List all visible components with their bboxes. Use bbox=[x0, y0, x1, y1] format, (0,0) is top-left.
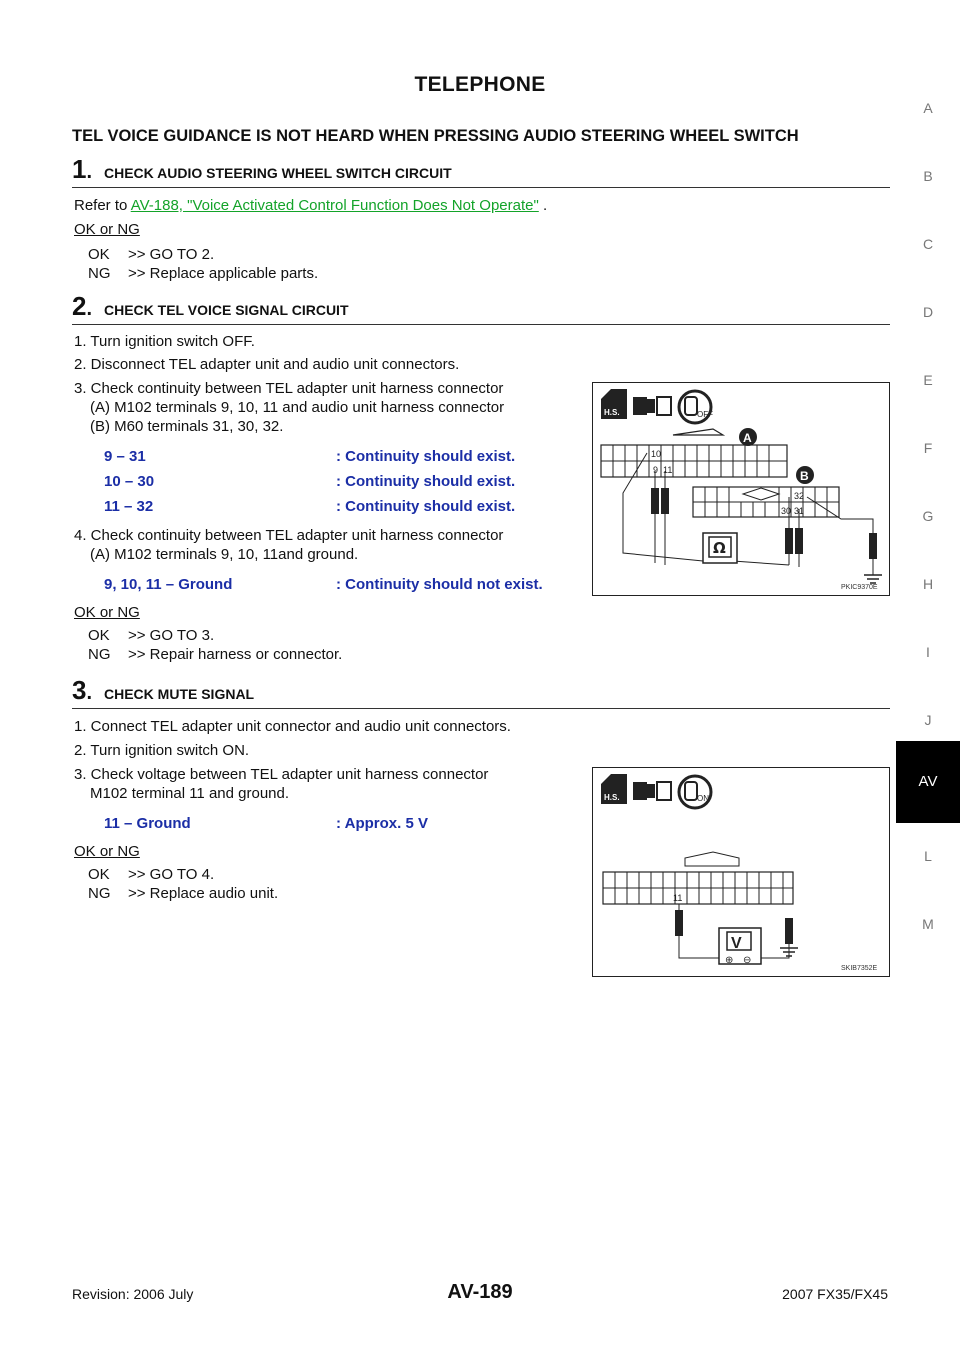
ground-symbol-icon bbox=[864, 575, 882, 583]
step-3-item-3b: M102 terminal 11 and ground. bbox=[90, 785, 290, 802]
step-3-cond-1-terminals: 11 – Ground bbox=[104, 815, 191, 832]
ignition-switch-off-icon bbox=[679, 391, 713, 423]
step-2-cond-3-terminals: 11 – 32 bbox=[104, 498, 154, 515]
harness-side-icon bbox=[601, 774, 627, 804]
step-2-item-2: 2. Disconnect TEL adapter unit and audio unit connectors. bbox=[74, 356, 460, 373]
svg-text:ON: ON bbox=[697, 794, 709, 803]
step-2-item-3c: (B) M60 terminals 31, 30, 32. bbox=[90, 418, 284, 435]
tab-m[interactable]: M bbox=[922, 916, 934, 932]
tab-b[interactable]: B bbox=[923, 168, 933, 184]
tab-f[interactable]: F bbox=[923, 440, 933, 456]
voltage-check-diagram bbox=[592, 767, 890, 977]
tab-h[interactable]: H bbox=[922, 576, 934, 592]
step-2-cond-1-spec: : Continuity should exist. bbox=[336, 448, 516, 465]
svg-text:⊖: ⊖ bbox=[743, 955, 752, 966]
connector-icon bbox=[633, 782, 671, 800]
reference-link[interactable]: AV-188, "Voice Activated Control Function Does Not Operate" bbox=[130, 197, 539, 214]
svg-text:H.S.: H.S. bbox=[604, 408, 620, 417]
step-3-item-1: 1. Connect TEL adapter unit connector and audio unit connectors. bbox=[74, 718, 511, 735]
step-1-results: OK >> GO TO 2. NG >> Replace applicable parts. bbox=[88, 246, 319, 282]
connector-a bbox=[601, 428, 787, 477]
step-3-cond-1-spec: : Approx. 5 V bbox=[336, 815, 428, 832]
step-3-results: OK >> GO TO 4. NG >> Replace audio unit. bbox=[88, 866, 279, 902]
tab-c[interactable]: C bbox=[922, 236, 934, 252]
step-3-title: CHECK MUTE SIGNAL bbox=[104, 686, 255, 702]
figure-code: PKIC9370E bbox=[841, 584, 878, 591]
step-2-item-1: 1. Turn ignition switch OFF. bbox=[74, 333, 255, 350]
step-2-okng: OK or NG bbox=[74, 604, 140, 621]
svg-text:9: 9 bbox=[653, 465, 659, 475]
svg-text:Ω: Ω bbox=[713, 539, 726, 557]
voltmeter-icon bbox=[719, 928, 761, 966]
connector-icon bbox=[633, 397, 671, 415]
step-3-okng: OK or NG bbox=[74, 843, 140, 860]
step-2-results: OK >> GO TO 3. NG >> Repair harness or connector. bbox=[88, 627, 343, 663]
step-2-item-3b: (A) M102 terminals 9, 10, 11 and audio unit harness connector bbox=[90, 399, 505, 416]
svg-text:11: 11 bbox=[663, 465, 673, 475]
step-1-okng: OK or NG bbox=[74, 221, 140, 238]
footer-revision: Revision: 2006 July bbox=[72, 1286, 194, 1302]
step-2-cond-2-terminals: 10 – 30 bbox=[104, 473, 155, 490]
tab-e[interactable]: E bbox=[923, 372, 933, 388]
svg-text:B: B bbox=[800, 469, 809, 483]
svg-text:H.S.: H.S. bbox=[604, 793, 620, 802]
footer-page-number: AV-189 bbox=[447, 1281, 513, 1303]
tab-d[interactable]: D bbox=[922, 304, 934, 320]
step-3-header bbox=[72, 675, 890, 709]
svg-text:OFF: OFF bbox=[697, 410, 713, 419]
step-2-item-4a: 4. Check continuity between TEL adapter unit harness connector bbox=[74, 527, 504, 544]
step-2-cond-4-spec: : Continuity should not exist. bbox=[336, 576, 543, 593]
step-3-item-2: 2. Turn ignition switch ON. bbox=[74, 742, 250, 759]
tab-av-active[interactable]: AV bbox=[896, 741, 960, 823]
step-2-cond-2-spec: : Continuity should exist. bbox=[336, 473, 516, 490]
step-2-header bbox=[72, 291, 890, 325]
step-2-title: CHECK TEL VOICE SIGNAL CIRCUIT bbox=[104, 302, 349, 318]
tab-l[interactable]: L bbox=[924, 848, 932, 864]
page-header-title: TELEPHONE bbox=[414, 73, 546, 96]
tab-j[interactable]: J bbox=[924, 712, 932, 728]
svg-text:30: 30 bbox=[781, 506, 792, 516]
harness-side-icon bbox=[601, 389, 627, 419]
step-3-number: 3. bbox=[72, 675, 93, 705]
svg-text:⊕: ⊕ bbox=[725, 955, 734, 966]
connector-m102 bbox=[603, 852, 793, 904]
step-1-title: CHECK AUDIO STEERING WHEEL SWITCH CIRCUIT bbox=[104, 165, 452, 181]
ohmmeter-icon bbox=[703, 533, 737, 563]
step-2-cond-1-terminals: 9 – 31 bbox=[104, 448, 146, 465]
step-2-number: 2. bbox=[72, 291, 93, 321]
svg-text:11: 11 bbox=[673, 893, 683, 903]
tab-a[interactable]: A bbox=[923, 100, 933, 116]
svg-text:10: 10 bbox=[651, 449, 662, 459]
continuity-check-diagram bbox=[592, 382, 890, 596]
step-1-refer: Refer to AV-188, "Voice Activated Control Function Does Not Operate" . bbox=[74, 197, 548, 214]
connector-b bbox=[693, 466, 839, 517]
step-2-item-3a: 3. Check continuity between TEL adapter unit harness connector bbox=[74, 380, 504, 397]
step-2-item-4b: (A) M102 terminals 9, 10, 11and ground. bbox=[90, 546, 359, 563]
tab-i[interactable]: I bbox=[926, 644, 930, 660]
step-1-number: 1. bbox=[72, 154, 93, 184]
main-heading: TEL VOICE GUIDANCE IS NOT HEARD WHEN PRESSING AUDIO STEERING WHEEL SWITCH bbox=[72, 127, 799, 145]
svg-text:V: V bbox=[731, 935, 742, 952]
svg-text:32: 32 bbox=[794, 491, 805, 501]
step-1-header bbox=[72, 154, 890, 188]
step-3-item-3a: 3. Check voltage between TEL adapter unit harness connector bbox=[74, 766, 489, 783]
footer-model: 2007 FX35/FX45 bbox=[782, 1286, 888, 1302]
ignition-switch-on-icon bbox=[679, 776, 711, 808]
step-2-cond-3-spec: : Continuity should exist. bbox=[336, 498, 516, 515]
tab-g[interactable]: G bbox=[922, 508, 934, 524]
svg-text:A: A bbox=[743, 431, 752, 445]
figure-code: SKIB7352E bbox=[841, 965, 878, 972]
svg-text:31: 31 bbox=[794, 506, 805, 516]
step-2-cond-4-terminals: 9, 10, 11 – Ground bbox=[104, 576, 233, 593]
